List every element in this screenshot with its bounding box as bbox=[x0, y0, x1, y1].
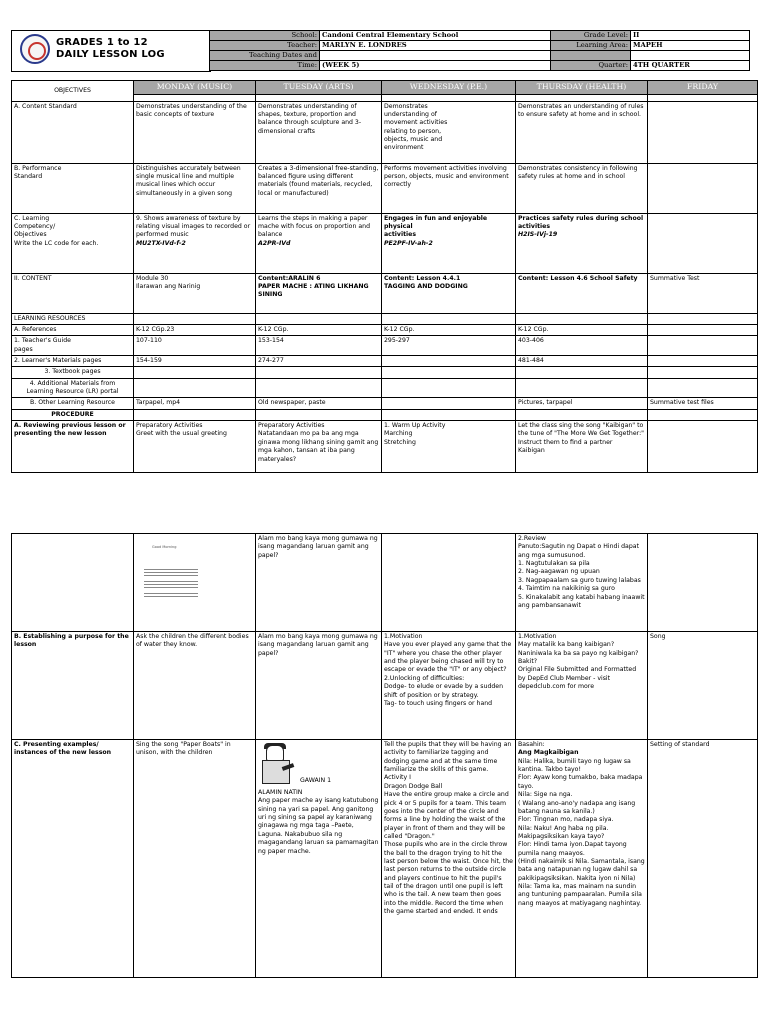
cell: Demonstrates understanding of shapes, texture, proportion and balance through sculpture and 3-dimensional crafts bbox=[256, 101, 382, 163]
cell: 403-406 bbox=[516, 336, 648, 356]
friday-header: FRIDAY bbox=[648, 81, 758, 95]
row-label: B. Other Learning Resource bbox=[12, 398, 134, 409]
title-line1: GRADES 1 to 12 bbox=[56, 37, 148, 48]
cell bbox=[648, 421, 758, 473]
cell: 295-297 bbox=[382, 336, 516, 356]
cell: Alam mo bang kaya mong gumawa ng isang magandang laruan gamit ang papel? bbox=[256, 534, 382, 632]
cell: Ask the children the different bodies of water they know. bbox=[134, 632, 256, 740]
school-value: Candoni Central Elementary School bbox=[320, 31, 551, 41]
thursday-header: THURSDAY (HEALTH) bbox=[516, 81, 648, 95]
cell-text: Ang paper mache ay isang katutubong sining na yari sa papel. Ang ganitong uri ng sining sa papel ay karaniwang ginagawa ng mga taga –Paete, Laguna. Nakabubuo sila ng magagandang laruan sa pamamagitan ng paper mache. bbox=[258, 797, 379, 855]
table-row bbox=[12, 740, 758, 978]
cell bbox=[648, 355, 758, 366]
table-row bbox=[12, 336, 758, 356]
cell bbox=[134, 213, 256, 273]
cell: Distinguishes accurately between single musical line and multiple musical lines which occur simultaneously in a given song bbox=[134, 163, 256, 213]
cell: 1.Motivation May matalik ka bang kaibigan? Naniniwala ka ba sa payo ng kaibigan? Bakit? Original File Submitted and Formatted by DepEd Club Member - visit depedclub.com for more bbox=[516, 632, 648, 740]
cell bbox=[516, 213, 648, 273]
lesson-table-page1 bbox=[11, 80, 758, 473]
table-row bbox=[12, 273, 758, 313]
cell: Let the class sing the song "Kaibigan" to the tune of "The More We Get Together:" Instruct them to find a partner Kaibigan bbox=[516, 421, 648, 473]
cell-text: Learns the steps in making a paper mache with focus on proportion and balance bbox=[258, 214, 371, 239]
section-label: PROCEDURE bbox=[12, 409, 134, 420]
quarter-label: Quarter: bbox=[551, 61, 631, 71]
cell: Module 30 Ilarawan ang Narinig bbox=[134, 273, 256, 313]
cell: K-12 CGp.23 bbox=[134, 324, 256, 335]
sheet-music-image bbox=[144, 545, 198, 605]
info-table bbox=[209, 30, 750, 71]
row-label: 4. Additional Materials from Learning Resource (LR) portal bbox=[12, 378, 134, 398]
cell: Alam mo bang kaya mong gumawa ng isang magandang laruan gamit ang papel? bbox=[256, 632, 382, 740]
cell: Summative test files bbox=[648, 398, 758, 409]
lesson-table-page2 bbox=[11, 533, 758, 978]
table-row bbox=[12, 324, 758, 335]
title-box bbox=[11, 30, 211, 72]
area-label: Learning Area: bbox=[551, 41, 631, 51]
section-label: LEARNING RESOURCES bbox=[12, 313, 134, 324]
cell bbox=[648, 336, 758, 356]
table-row bbox=[12, 421, 758, 473]
cell: 1.Motivation Have you ever played any game that the "IT" where you chase the other player and the player being chased will try to escape or evade the "IT" or any object? 2.Unlocking of difficulties: Dodge- to elude or evade by a sudden shift of position or by strategy. Tag- to touch using fingers or hand bbox=[382, 632, 516, 740]
cell: Content:ARALIN 6 PAPER MACHE : ATING LIKHANG SINING bbox=[256, 273, 382, 313]
row-label: A. References bbox=[12, 324, 134, 335]
cell: Performs movement activities involving person, objects, music and environment correctly bbox=[382, 163, 516, 213]
table-row bbox=[12, 398, 758, 409]
reading-title: Ang Magkaibigan bbox=[518, 749, 579, 757]
cell: 481-484 bbox=[516, 355, 648, 366]
table-row bbox=[12, 355, 758, 366]
cell-text: Engages in fun and enjoyable physical activities bbox=[384, 214, 488, 239]
grade-value: II bbox=[631, 31, 750, 41]
cell: Demonstrates an understanding of rules to ensure safety at home and in school. bbox=[516, 101, 648, 163]
cell bbox=[648, 324, 758, 335]
lc-code: A2PR-IVd bbox=[258, 239, 291, 247]
time-value: (WEEK 5) bbox=[320, 61, 551, 71]
cell-text: Nila: Halika, bumili tayo ng lugaw sa kantina. Takbo tayo! Flor: Ayaw kong tumakbo, baka madapa tayo. Nila: Sige na nga. ( Walang ano-ano'y nadapa ang isang batang nauna sa kanila.) Flor: Tingnan mo, nadapa siya. Nila: Naku! Ang haba ng pila. Makipagsiksikan kaya tayo? Flor: Hindi tama iyon.Dapat tayong pumila nang maayos. (Hindi nakaimik si Nila. Samantala, isang bata ang natapunan ng lugaw dahil sa pakikipagsiksikan. Nakita iyon ni Nila) Nila: Tama ka, mas mainam na sundin ang tuntuning pampaaralan. Pumila sila nang maayos at matiyagang naghintay. bbox=[518, 757, 645, 907]
cell: Creates a 3-dimensional free-standing, balanced figure using different materials (found materials, recycled, local or manufactured) bbox=[256, 163, 382, 213]
cell: Demonstrates consistency in following safety rules at home and in school bbox=[516, 163, 648, 213]
child-illustration-image bbox=[258, 743, 298, 789]
cell bbox=[256, 740, 382, 978]
table-row bbox=[12, 378, 758, 398]
table-row bbox=[12, 163, 758, 213]
cell: Song bbox=[648, 632, 758, 740]
row-label: A. Reviewing previous lesson or presenting the new lesson bbox=[12, 421, 134, 473]
cell: 274-277 bbox=[256, 355, 382, 366]
cell: K-12 CGp. bbox=[256, 324, 382, 335]
table-row bbox=[12, 534, 758, 632]
lc-code: PE2PF-IV-ah-2 bbox=[384, 239, 433, 247]
table-row bbox=[12, 101, 758, 163]
cell: K-12 CGp. bbox=[516, 324, 648, 335]
table-row bbox=[12, 632, 758, 740]
cell bbox=[648, 213, 758, 273]
tuesday-header: TUESDAY (ARTS) bbox=[256, 81, 382, 95]
dates-label: Teaching Dates and bbox=[210, 51, 320, 61]
cell bbox=[256, 213, 382, 273]
cell: Preparatory Activities Natatandaan mo pa ba ang mga ginawa mong likhang sining gamit ang mga kahon, tansan at iba pang materyales? bbox=[256, 421, 382, 473]
quarter-value: 4TH QUARTER bbox=[631, 61, 750, 71]
cell: Preparatory Activities Greet with the usual greeting bbox=[134, 421, 256, 473]
cell: Content: Lesson 4.4.1 TAGGING AND DODGING bbox=[382, 273, 516, 313]
activity-title: GAWAIN 1 bbox=[300, 777, 332, 784]
cell: Pictures, tarpapel bbox=[516, 398, 648, 409]
table-row bbox=[12, 213, 758, 273]
table-row bbox=[12, 409, 758, 420]
cell: Demonstrates understanding of the basic concepts of texture bbox=[134, 101, 256, 163]
table-row bbox=[12, 313, 758, 324]
cell: 107-110 bbox=[134, 336, 256, 356]
cell bbox=[382, 355, 516, 366]
cell: Summative Test bbox=[648, 273, 758, 313]
school-label: School: bbox=[210, 31, 320, 41]
reading-label: Basahin: bbox=[518, 741, 545, 748]
lc-code: H2IS-IVj-19 bbox=[518, 231, 558, 239]
cell bbox=[516, 740, 648, 978]
cell: Sing the song "Paper Boats" in unison, with the children bbox=[134, 740, 256, 978]
activity-subtitle: ALAMIN NATIN bbox=[258, 789, 303, 796]
header bbox=[11, 30, 757, 72]
cell: 1. Warm Up Activity Marching Stretching bbox=[382, 421, 516, 473]
cell: Content: Lesson 4.6 School Safety bbox=[516, 273, 648, 313]
cell: 153-154 bbox=[256, 336, 382, 356]
title-line2: DAILY LESSON LOG bbox=[56, 49, 165, 60]
wednesday-header: WEDNESDAY (P.E.) bbox=[382, 81, 516, 95]
time-label: Time: bbox=[210, 61, 320, 71]
grade-label: Grade Level: bbox=[551, 31, 631, 41]
row-label: C. Presenting examples/ instances of the new lesson bbox=[12, 740, 134, 978]
cell: 154-159 bbox=[134, 355, 256, 366]
row-label: B. Performance Standard bbox=[12, 163, 134, 213]
row-label: C. Learning Competency/ Objectives Write the LC code for each. bbox=[12, 213, 134, 273]
cell bbox=[382, 213, 516, 273]
cell: Old newspaper, paste bbox=[256, 398, 382, 409]
cell: Setting of standard bbox=[648, 740, 758, 978]
cell bbox=[382, 398, 516, 409]
cell: Demonstrates understanding of movement activities relating to person, objects, music and environment bbox=[382, 101, 516, 163]
row-label: A. Content Standard bbox=[12, 101, 134, 163]
deped-seal-icon bbox=[20, 34, 50, 64]
table-row bbox=[12, 367, 758, 378]
cell bbox=[648, 101, 758, 163]
cell bbox=[648, 163, 758, 213]
sheet-caption: Good Morning bbox=[152, 545, 177, 550]
cell: K-12 CGp. bbox=[382, 324, 516, 335]
area-value: MAPEH bbox=[631, 41, 750, 51]
row-label: 2. Learner's Materials pages bbox=[12, 355, 134, 366]
cell-text: Practices safety rules during school activities bbox=[518, 214, 644, 230]
teacher-label: Teacher: bbox=[210, 41, 320, 51]
cell bbox=[134, 534, 256, 632]
monday-header: MONDAY (MUSIC) bbox=[134, 81, 256, 95]
cell: 2.Review Panuto:Sagutin ng Dapat o Hindi dapat ang mga sumusunod. 1. Nagtutulakan sa pila 2. Nag-aagawan ng upuan 3. Nagpapaalam sa guro tuwing lalabas 4. Taimtim na nakikinig sa guro 5. Kinakalabit ang katabi habang inaawit ang pambansanawit bbox=[516, 534, 648, 632]
row-label: 3. Textbook pages bbox=[12, 367, 134, 378]
teacher-value: MARLYN E. LONDRES bbox=[320, 41, 551, 51]
lc-code: MU2TX-IVd-f-2 bbox=[136, 239, 186, 247]
cell: Tell the pupils that they will be having an activity to familiarize tagging and dodging game and at the same time familiarize the skills of this game. Activity I Dragon Dodge Ball Have the entire group make a circle and pick 4 or 5 pupils for a team. This team goes into the center of the circle and forms a line by holding the waist of the player in front of them and they will be called "Dragon." Those pupils who are in the circle throw the ball to the dragon trying to hit the last person below the waist. Once hit, the last person returns to the outside circle and players continue to hit the pupil's tail of the dragon until one pupil is left who is the tail. A new team then goes into the middle. Record the time when the game started and ended. It ends bbox=[382, 740, 516, 978]
row-label: B. Establishing a purpose for the lesson bbox=[12, 632, 134, 740]
cell: Tarpapel, mp4 bbox=[134, 398, 256, 409]
row-label: II. CONTENT bbox=[12, 273, 134, 313]
objectives-header: OBJECTIVES bbox=[12, 81, 134, 102]
row-label: 1. Teacher's Guide pages bbox=[12, 336, 134, 356]
cell-text: 9. Shows awareness of texture by relating visual images to recorded or performed music bbox=[136, 214, 251, 239]
